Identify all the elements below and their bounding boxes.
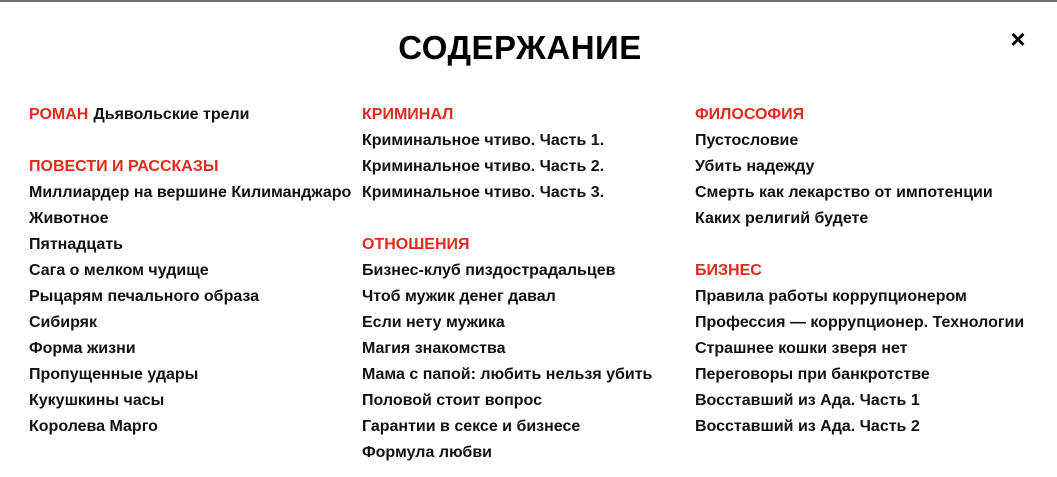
toc-item[interactable]: Криминальное чтиво. Часть 2.: [362, 158, 605, 175]
section-philosophy: [695, 102, 1024, 232]
toc-item-label: Дьявольские трели: [93, 106, 250, 123]
toc-item[interactable]: Восставший из Ада. Часть 2: [695, 418, 920, 435]
section-heading-relations: ОТНОШЕНИЯ: [362, 236, 470, 253]
section-heading-philosophy: ФИЛОСОФИЯ: [695, 106, 805, 123]
section-heading-stories: ПОВЕСТИ И РАССКАЗЫ: [29, 158, 219, 175]
toc-item[interactable]: Если нету мужика: [362, 314, 505, 331]
section-heading-criminal: КРИМИНАЛ: [362, 106, 454, 123]
toc-item[interactable]: Гарантии в сексе и бизнесе: [362, 418, 581, 435]
toc-item[interactable]: Кукушкины часы: [29, 392, 165, 409]
close-icon[interactable]: ×: [1010, 24, 1026, 54]
toc-item[interactable]: Королева Марго: [29, 418, 158, 435]
section-relations: [362, 232, 652, 466]
contents-column-3: [695, 102, 1024, 466]
section-heading-business: БИЗНЕС: [695, 262, 762, 279]
section-stories: [29, 154, 351, 440]
toc-item[interactable]: Смерть как лекарство от импотенции: [695, 184, 993, 201]
contents-column-1: [29, 102, 351, 466]
toc-item[interactable]: Форма жизни: [29, 340, 136, 357]
toc-item-roman[interactable]: [29, 102, 351, 128]
section-criminal: [362, 102, 652, 206]
toc-item[interactable]: Страшнее кошки зверя нет: [695, 340, 908, 357]
toc-item[interactable]: Сибиряк: [29, 314, 98, 331]
section-heading-roman: РОМАН: [29, 106, 89, 123]
toc-item[interactable]: Рыцарям печального образа: [29, 288, 260, 305]
contents-column-2: [362, 102, 652, 477]
toc-item[interactable]: Каких религий будете: [695, 210, 869, 227]
toc-item[interactable]: Профессия — коррупционер. Технологии: [695, 314, 1025, 331]
toc-item[interactable]: Пропущенные удары: [29, 366, 199, 383]
toc-item[interactable]: Переговоры при банкротстве: [695, 366, 930, 383]
toc-item[interactable]: Убить надежду: [695, 158, 815, 175]
toc-item[interactable]: Восставший из Ада. Часть 1: [695, 392, 920, 409]
section-business: [695, 258, 1024, 440]
toc-item[interactable]: Половой стоит вопрос: [362, 392, 542, 409]
toc-item[interactable]: Криминальное чтиво. Часть 3.: [362, 184, 605, 201]
toc-item[interactable]: Мама с папой: любить нельзя убить: [362, 366, 653, 383]
toc-item[interactable]: Магия знакомства: [362, 340, 506, 357]
toc-item[interactable]: Криминальное чтиво. Часть 1.: [362, 132, 605, 149]
toc-item[interactable]: Животное: [29, 210, 109, 227]
page-title: СОДЕРЖАНИЕ: [398, 29, 642, 66]
toc-item[interactable]: Чтоб мужик денег давал: [362, 288, 556, 305]
section-roman: [29, 102, 351, 128]
toc-item[interactable]: Пятнадцать: [29, 236, 123, 253]
toc-item[interactable]: Формула любви: [362, 444, 492, 461]
toc-item[interactable]: Пустословие: [695, 132, 799, 149]
toc-item[interactable]: Бизнес-клуб пиздострадальцев: [362, 262, 616, 279]
toc-item[interactable]: Миллиардер на вершине Килиманджаро: [29, 184, 352, 201]
toc-item[interactable]: Правила работы коррупционером: [695, 288, 967, 305]
toc-item[interactable]: Сага о мелком чудище: [29, 262, 209, 279]
